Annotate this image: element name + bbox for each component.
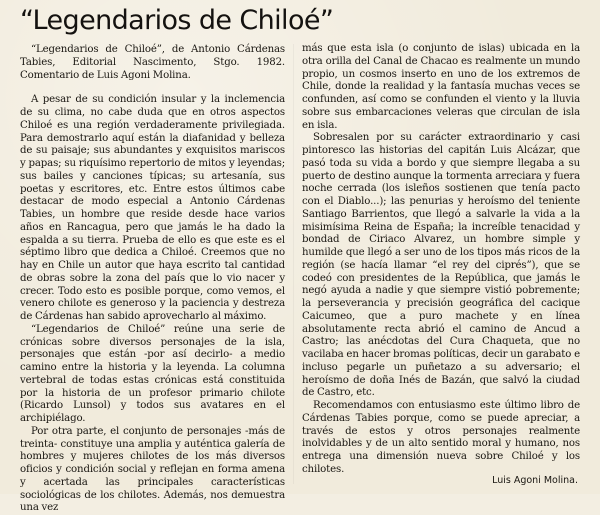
paragraph-4: más que esta isla (o conjunto de islas) ubicada en la otra orilla del Canal de Chacao es realmente un mundo propio, un cosmos inserto en uno de los extremos de Chile, donde la realidad y la fantasía muchas veces se confunden, así como se confunden el viento y la lluvia sobre sus embarcaciones veleras que circulan de isla en isla.: [302, 43, 580, 131]
paragraph-5: Sobresalen por su carácter extraordinario y casi pintoresco las historias del capitán Luis Alcázar, que pasó toda su vida a bordo y que siempre llegaba a su puerto de destino aunque la tormenta arreciara y fuera noche cerrada (los isleños sostienen que tenía pacto con el Diablo...); las penurias y heroísmo del teniente Santiago Barrientos, que llegó a salvarle la vida a la misimísima Reina de España; la increíble tenacidad y bondad de Ciriaco Alvarez, un hombre simple y humilde que llegó a ser uno de los tipos más ricos de la región (se hacía llamar “el rey del ciprés”), que se codeó con presidentes de la República, que jamás le negó ayuda a nadie y que siempre vistió pobremente; la perseverancia y precisión geográfica del cacique Caicumeo, que a puro machete y en línea absolutamente recta abrió el camino de Ancud a Castro; las anécdotas del Cura Chaqueta, que no vacilaba en hacer bromas políticas, decir un garabato e incluso pegarle un puñetazo a su adversario; el heroísmo de doña Inés de Bazán, que salvó la ciudad de Castro, etc.: [302, 132, 580, 399]
column-gutter: [293, 44, 294, 484]
author-signature: Luis Agoni Molina.: [492, 475, 578, 486]
article-title: “Legendarios de Chiloé”: [20, 5, 334, 36]
left-column: [20, 44, 285, 515]
paragraph-6: Recomendamos con entusiasmo este último libro de Cárdenas Tabies porque, como se puede apreciar, a través de estos y otros personajes realmente inolvidables y de un alto sentido moral y humano, nos entrega una dimensión nueva sobre Chiloé y los chilotes.: [302, 400, 580, 475]
paragraph-3: Por otra parte, el conjunto de personajes -más de treinta- constituye una amplia y auténtica galería de hombres y mujeres chilotes de los más diversos oficios y condición social y reflejan en forma amena y acertada las principales características sociológicas de los chilotes. Además, nos demuestra una vez: [20, 425, 285, 514]
book-reference: “Legendarios de Chiloé”, de Antonio Cárdenas Tabies, Editorial Nascimento, Stgo. 1982. Comentario de Luis Agoni Molina.: [20, 44, 285, 81]
right-column: [302, 43, 580, 477]
paragraph-1: A pesar de su condición insular y la inclemencia de su clima, no cabe duda que en otros aspectos Chiloé es una región verdaderamente privilegiada. Para demostrarlo aquí están la diafanidad y belleza de su paisaje; sus abundantes y exquisitos mariscos y papas; su riquísimo repertorio de mitos y leyendas; sus bailes y canciones típicas; su artesanía, sus poetas y escritores, etc. Entre estos últimos cabe destacar de modo especial a Antonio Cárdenas Tabies, un hombre que reside desde hace varios años en Rancagua, pero que jamás le ha dado la espalda a su tierra. Prueba de ello es que este es el séptimo libro que dedica a Chiloé. Creemos que no hay en Chile un autor que haya escrito tal cantidad de obras sobre la zona del país que lo vio nacer y crecer. Todo esto es posible porque, como vemos, el venero chilote es generoso y la paciencia y destreza de Cárdenas han sabido aprovecharlo al máximo.: [20, 94, 285, 322]
paragraph-2: “Legendarios de Chiloé” reúne una serie de crónicas sobre diversos personajes de la isla, personajes que están -por así decirlo- a medio camino entre la historia y la leyenda. La columna vertebral de todas estas crónicas está constituida por la historia de un profesor primario chilote (Ricardo Lunsol) y todos sus avatares en el archipiélago.: [20, 323, 285, 424]
